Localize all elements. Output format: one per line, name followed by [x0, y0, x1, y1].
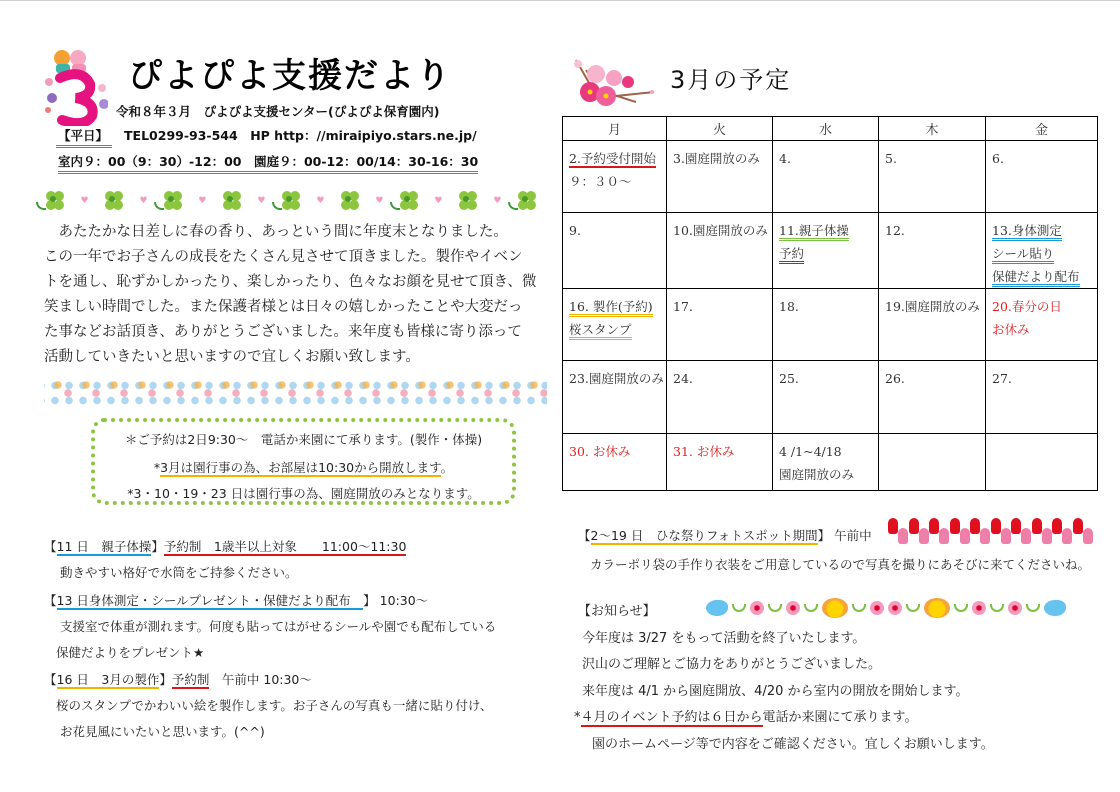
cell-text	[779, 219, 872, 242]
bracket: 】	[363, 593, 376, 608]
holiday-cell	[667, 434, 773, 491]
intro-line: た事などお話頂き、ありがとうございました。来年度も皆様に寄り添って	[44, 324, 522, 340]
event-oyako-taiso: 11.親子体操	[779, 223, 849, 241]
event-title: 2～19 日 ひな祭りフォトスポット期間	[590, 528, 818, 543]
hina-photospot-body: カラーポリ袋の手作り衣装をご用意しているので写真を撮りにあそびに来てくださいね。	[590, 557, 1091, 572]
day-cell	[986, 141, 1098, 213]
asterisk: *	[574, 710, 581, 725]
week-row	[563, 289, 1098, 361]
day-cell	[773, 361, 879, 434]
cell-text: 10.園庭開放のみ	[673, 223, 768, 238]
clover-icon	[154, 190, 192, 212]
newsletter-title: ぴよぴよ支援だより	[128, 56, 452, 96]
reservation-tag: 予約	[779, 246, 804, 264]
holiday-text: 30. お休み	[569, 444, 631, 459]
notice-highlight: 3月は園行事の為、お部屋は10:30から開放します	[160, 460, 441, 475]
holiday-text: お休み	[992, 322, 1030, 337]
bracket: 】	[159, 672, 172, 687]
cell-text	[992, 219, 1091, 242]
opening-hours: 室内９：00（9：30）-12：00 園庭９：00-12：00/14：30-16：30	[58, 152, 478, 174]
bracket: 【	[44, 672, 57, 687]
intro-line: この一年でお子さんの成長をたくさん見させて頂きました。製作やイベン	[44, 249, 523, 265]
event-time: 午前中 10:30～	[209, 672, 312, 687]
day-cell	[563, 141, 667, 213]
heart-icon: ♥	[80, 196, 89, 206]
weekday-tue: 火	[667, 117, 773, 141]
bracket: 【	[44, 593, 57, 608]
event-sticker: シール貼り	[992, 246, 1054, 264]
heart-icon: ♥	[139, 196, 148, 206]
newsletter-subtitle: 令和８年３月 ぴよぴよ支援センター(ぴよぴよ保育園内)	[116, 104, 440, 119]
clover-border-decoration	[36, 188, 546, 214]
day-cell	[879, 361, 986, 434]
intro-line: 笑ましい時間でした。また保護者様とは日々の嬉しかったことや大変だっ	[44, 299, 523, 315]
clover-icon	[508, 190, 546, 212]
cell-text: ９：３０～	[569, 174, 632, 189]
announcement-line: 今年度は 3/27 をもって活動を終了いたします。	[582, 631, 866, 646]
weekday-thu: 木	[879, 117, 986, 141]
holiday-cell	[986, 289, 1098, 361]
event-sakura-stamp: 桜スタンプ	[569, 322, 632, 340]
day-cell	[879, 289, 986, 361]
clover-icon	[331, 190, 369, 212]
reservation-notice-box	[91, 418, 516, 505]
heart-icon: ♥	[198, 196, 207, 206]
event-body: 保健だよりをプレゼント★	[56, 645, 205, 660]
cell-text: 18.	[779, 299, 799, 314]
cell-text: 12.	[885, 223, 905, 238]
day-cell	[667, 213, 773, 289]
day-cell	[773, 434, 879, 491]
day-cell	[879, 141, 986, 213]
week-row	[563, 141, 1098, 213]
announcement-line: 来年度は 4/1 から園庭開放、4/20 から室内の開放を開始します。	[582, 684, 969, 699]
event-health-letter: 保健だより配布	[992, 269, 1080, 287]
day-cell	[563, 361, 667, 434]
april-reservation-line	[574, 706, 917, 725]
weekday-tag: 【平日】	[56, 126, 112, 148]
april-reservation-highlight: ４月のイベント予約は６日から	[580, 710, 763, 725]
april-reservation-rest: 電話か来園にて承ります。	[762, 710, 918, 725]
event-heading-seisaku	[44, 670, 312, 688]
day-cell	[986, 434, 1098, 491]
hina-doll-border-decoration	[888, 516, 1093, 548]
clover-icon	[213, 190, 251, 212]
weekday-header-row	[563, 117, 1098, 141]
day-cell	[563, 213, 667, 289]
heart-icon: ♥	[434, 196, 443, 206]
cell-text: 26.	[885, 371, 905, 386]
heart-icon: ♥	[316, 196, 325, 206]
period: 。	[440, 460, 454, 475]
bracket: 】	[151, 539, 164, 554]
event-body: お花見風にいたいと思います。(^^)	[60, 724, 265, 739]
notice-line: *3・10・19・23 日は園行事の為、園庭開放のみとなります。	[127, 486, 480, 501]
weekday-fri: 金	[986, 117, 1098, 141]
cell-text: 25.	[779, 371, 799, 386]
event-body: 動きやすい格好で水筒をご持参ください。	[60, 565, 298, 580]
announcement-line: 沢山のご理解とご協力をありがとうございました。	[582, 657, 882, 672]
cell-text: 3.園庭開放のみ	[673, 151, 760, 166]
event-body: 支援室で体重が測れます。何度も貼ってはがせるシールや園でも配布している	[60, 619, 497, 634]
contact-line	[56, 126, 477, 148]
holiday-cell	[563, 434, 667, 491]
day-cell	[879, 213, 986, 289]
cell-text	[992, 265, 1091, 288]
weekday-mon: 月	[563, 117, 667, 141]
bird-flower-border-decoration	[706, 596, 1066, 620]
event-heading-oyako-taiso	[44, 537, 406, 555]
announcement-line: 園のホームページ等で内容をご確認ください。宜しくお願いします。	[592, 737, 994, 752]
checkered-border-decoration	[44, 378, 547, 408]
cell-text: 24.	[673, 371, 693, 386]
event-seisaku: 16. 製作(予約)	[569, 299, 653, 317]
weekday-wed: 水	[773, 117, 879, 141]
heart-icon: ♥	[257, 196, 266, 206]
intro-line: 活動していきたいと思いますので宜しくお願い致します。	[44, 349, 420, 365]
day-cell	[986, 361, 1098, 434]
week-row	[563, 434, 1098, 491]
day-cell	[563, 289, 667, 361]
event-body: 桜のスタンプでかわいい絵を製作します。お子さんの写真も一緒に貼り付け、	[56, 698, 493, 713]
day-cell	[773, 213, 879, 289]
bracket: 【	[578, 528, 591, 543]
hina-photospot-heading	[578, 526, 872, 544]
march-schedule-table	[562, 116, 1098, 491]
cell-text	[779, 242, 872, 265]
day-cell	[986, 213, 1098, 289]
event-title: 11 日 親子体操	[56, 539, 152, 554]
notice-line: ＊ご予約は2日9:30～ 電話か来園にて承ります。(製作・体操)	[124, 432, 483, 447]
intro-line: トを通し、恥ずかしかったり、楽しかったり、色々なお顔を見せて頂き、微	[44, 274, 537, 290]
hina-dolls-three-icon	[44, 48, 108, 126]
intro-paragraph	[44, 220, 552, 370]
announcements-heading: 【お知らせ】	[578, 604, 656, 619]
reservation-start: 2.予約受付開始	[569, 151, 656, 166]
week-row	[563, 213, 1098, 289]
event-detail: 予約制 1歳半以上対象 11:00～11:30	[163, 539, 407, 554]
asterisk: *	[153, 460, 161, 475]
event-shintai-sokutei: 13.身体測定	[992, 223, 1062, 241]
cell-text: 4.	[779, 151, 791, 166]
cell-text: 4 /1~4/18	[779, 444, 842, 459]
cell-text: 5.	[885, 151, 897, 166]
event-heading-shintai-sokutei	[44, 591, 428, 609]
cell-text	[569, 147, 660, 170]
event-title: 16 日 3月の製作	[56, 672, 160, 687]
cell-text: 19.園庭開放のみ	[885, 299, 980, 314]
bracket: 】	[817, 528, 831, 543]
event-title: 13 日身体測定・シールプレゼント・保健だより配布	[56, 593, 364, 608]
plum-blossom-icon	[566, 52, 666, 110]
notice-line	[95, 458, 512, 476]
holiday-text: 20.春分の日	[992, 299, 1062, 314]
cell-text	[569, 295, 660, 318]
week-row	[563, 361, 1098, 434]
day-cell	[667, 141, 773, 213]
heart-icon: ♥	[375, 196, 384, 206]
page-top-border	[0, 0, 1120, 1]
day-cell	[773, 141, 879, 213]
cell-text: 23.園庭開放のみ	[569, 371, 664, 386]
event-time: 午前中	[834, 528, 872, 543]
day-cell	[667, 361, 773, 434]
cell-text: 27.	[992, 371, 1012, 386]
bracket: 【	[44, 539, 57, 554]
holiday-text: 31. お休み	[673, 444, 735, 459]
day-cell	[773, 289, 879, 361]
heart-icon: ♥	[493, 196, 502, 206]
clover-icon	[449, 190, 487, 212]
clover-icon	[272, 190, 310, 212]
cell-text: 6.	[992, 151, 1004, 166]
event-detail: 予約制	[171, 672, 210, 687]
cell-text: 17.	[673, 299, 693, 314]
cell-text	[569, 318, 660, 341]
day-cell	[667, 289, 773, 361]
cell-text: 園庭開放のみ	[779, 467, 855, 482]
intro-line: あたたかな日差しに春の香り、あっという間に年度末となりました。	[44, 224, 508, 240]
clover-icon	[95, 190, 133, 212]
day-cell	[879, 434, 986, 491]
schedule-title: 3月の予定	[670, 66, 792, 94]
contact-info: TEL0299-93-544 HP http：//miraipiyo.stars.ne.jp/	[124, 128, 477, 143]
event-time: 10:30～	[379, 593, 429, 608]
cell-text	[992, 242, 1091, 265]
cell-text: 9.	[569, 223, 581, 238]
clover-icon	[36, 190, 74, 212]
clover-icon	[390, 190, 428, 212]
